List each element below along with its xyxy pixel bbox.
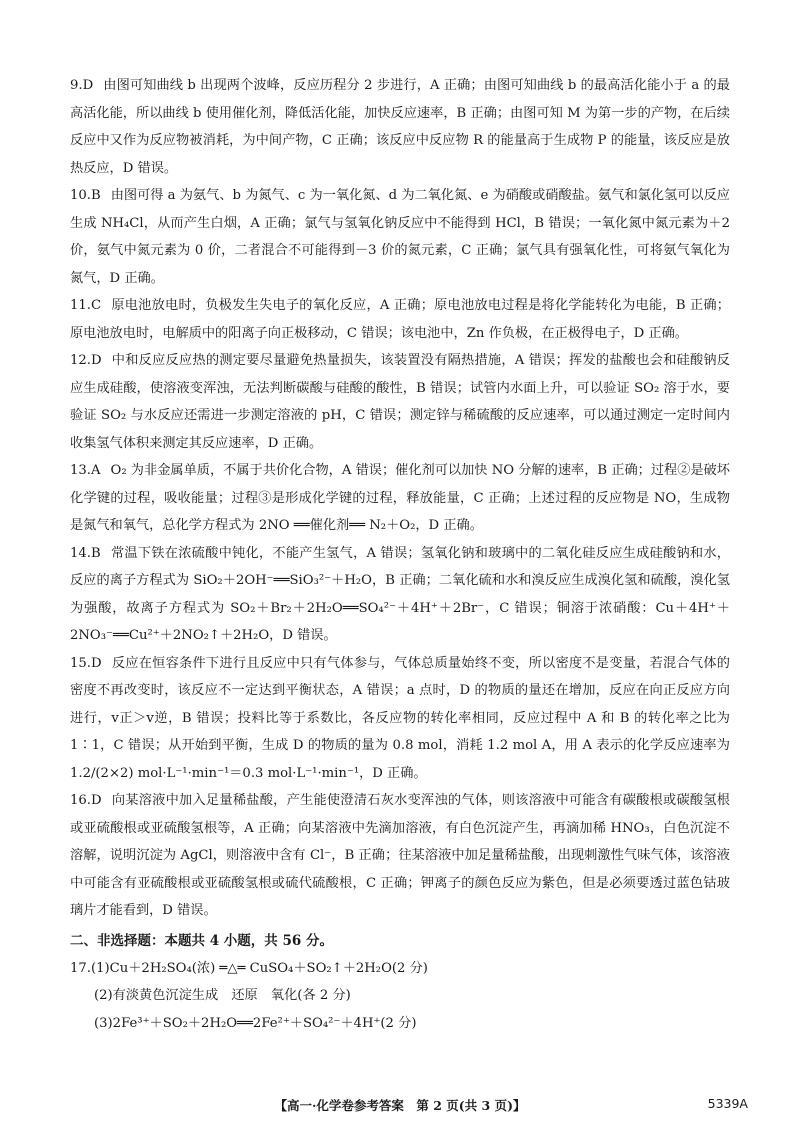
document-code: 5339A	[707, 1096, 748, 1111]
answer-item-11	[70, 292, 730, 347]
item-number: 17.	[70, 960, 91, 976]
item-answer: A	[90, 463, 101, 478]
item-explanation: 中和反应反应热的测定要尽量避免热量损失，该装置没有隔热措施，A 错误；挥发的盐酸也会和硅酸钠反应生成硅酸，使溶液变浑浊，无法判断碳酸与硅酸的酸性，B 错误；试管内水面上升，可以验证 SO₂ 溶于水，要验证 SO₂ 与水反应还需进一步测定溶液的 pH，C 错误；测定锌与稀硫酸的反应速率，可以通过测定一定时间内收集氢气体积来测定其反应速率，D 正确。	[70, 353, 730, 451]
answer-item-16	[70, 787, 730, 925]
item-number: 14.	[70, 545, 91, 561]
item-answer: D	[82, 78, 94, 93]
answer-item-13	[70, 457, 730, 540]
item-explanation: 原电池放电时，负极发生失电子的氧化反应，A 正确；原电池放电过程是将化学能转化为电能，B 正确；原电池放电时，电解质中的阳离子向正极移动，C 错误；该电池中，Zn 作负极，在正极得电子，D 正确。	[70, 298, 730, 341]
item-number: 12.	[70, 353, 91, 368]
item-answer: C	[90, 298, 102, 313]
section-title: 二、非选择题：本题共 4 小题，共 56 分。	[70, 932, 333, 949]
page-footer: 【高一·化学卷参考答案 第 2 页(共 3 页)】	[274, 1098, 526, 1113]
answer-item-14	[70, 540, 730, 650]
item-explanation: O₂ 为非金属单质，不属于共价化合物，A 错误；催化剂可以加快 NO 分解的速率，B 正确；过程②是破坏化学键的过程，吸收能量；过程③是形成化学键的过程，释放能量，C 正确；上述过程的反应物是 NO，生成物是氮气和氧气，总化学方程式为 2NO ══催化剂══ N₂＋O₂，D 正确。	[70, 463, 730, 533]
item-number: 9.	[70, 78, 83, 93]
answer-page	[70, 72, 730, 1037]
item-number: 11.	[70, 298, 91, 313]
item-number: 10.	[70, 188, 91, 203]
item-answer: D	[90, 353, 102, 368]
item-explanation: 由图可得 a 为氨气、b 为氮气、c 为一氧化氮、d 为二氧化氮、e 为硝酸或硝酸盐。氨气和氯化氢可以反应生成 NH₄Cl，从而产生白烟，A 正确；氯气与氢氧化钠反应中不能得到 HCl，B 错误；一氧化氮中氮元素为＋2 价，氨气中氮元素为 0 价，二者混合不可能得到－3 价的氮元素，C 正确；氯气具有强氧化性，可将氨气氧化为氮气，D 正确。	[70, 188, 730, 286]
item-number: 13.	[70, 463, 91, 478]
answer-item-17-part-3: (3)2Fe³⁺＋SO₂＋2H₂O══2Fe²⁺＋SO₄²⁻＋4H⁺(2 分)	[94, 1015, 417, 1031]
item-answer: D	[90, 793, 102, 808]
item-number: 16.	[70, 793, 91, 808]
item-explanation: 常温下铁在浓硫酸中钝化，不能产生氢气，A 错误；氢氧化钠和玻璃中的二氧化硅反应生成硅酸钠和水，反应的离子方程式为 SiO₂＋2OH⁻══SiO₃²⁻＋H₂O，B 正确；二氧化硫和水和溴反应生成溴化氢和硫酸，溴化氢为强酸，故离子方程式为 SO₂＋Br₂＋2H₂O══SO₄²⁻＋4H⁺＋2Br⁻，C 错误；铜溶于浓硝酸：Cu＋4H⁺＋2NO₃⁻══Cu²⁺＋2NO₂↑＋2H₂O，D 错误。	[70, 545, 730, 643]
item-answer: B	[90, 545, 101, 561]
item-number: 15.	[70, 655, 91, 671]
answer-item-10	[70, 182, 730, 292]
answer-item-12	[70, 347, 730, 457]
item-explanation: (1)Cu＋2H₂SO₄(浓) ═△═ CuSO₄＋SO₂↑＋2H₂O(2 分)	[90, 960, 428, 976]
item-explanation: 向某溶液中加入足量稀盐酸，产生能使澄清石灰水变浑浊的气体，则该溶液中可能含有碳酸根或碳酸氢根或亚硫酸根或亚硫酸氢根等，A 正确；向某溶液中先滴加溶液，有白色沉淀产生，再滴加稀 HNO₃，白色沉淀不溶解，说明沉淀为 AgCl，则溶液中含有 Cl⁻，B 正确；往某溶液中加足量稀盐酸，出现刺激性气味气体，该溶液中可能含有亚硫酸根或亚硫酸氢根或硫代硫酸根，C 正确；钾离子的颜色反应为紫色，但是必须要透过蓝色钴玻璃片才能看到，D 错误。	[70, 793, 730, 918]
item-answer: B	[90, 188, 101, 203]
answer-item-17-part-1	[70, 955, 730, 983]
answer-item-9	[70, 72, 730, 182]
item-explanation: 由图可知曲线 b 出现两个波峰，反应历程分 2 步进行，A 正确；由图可知曲线 b 的最高活化能小于 a 的最高活化能，所以曲线 b 使用催化剂，降低活化能，加快反应速率，B 正确；由图可知 M 为第一步的产物，在后续反应中又作为反应物被消耗，为中间产物，C 正确；该反应中反应物 R 的能量高于生成物 P 的能量，该反应是放热反应，D 错误。	[70, 78, 730, 176]
answer-item-17-part-2: (2)有淡黄色沉淀生成 还原 氧化(各 2 分)	[94, 988, 351, 1003]
answer-item-15	[70, 650, 730, 788]
item-explanation: 反应在恒容条件下进行且反应中只有气体参与，气体总质量始终不变，所以密度不是变量，若混合气体的密度不再改变时，该反应不一定达到平衡状态，A 错误；a 点时，D 的物质的量还在增加，反应在向正反应方向进行，v正＞v逆，B 错误；投料比等于系数比，各反应物的转化率相同，反应过程中 A 和 B 的转化率之比为 1∶1，C 错误；从开始到平衡，生成 D 的物质的量为 0.8 mol，消耗 1.2 mol A，用 A 表示的化学反应速率为 1.2/(2×2) mol·L⁻¹·min⁻¹＝0.3 mol·L⁻¹·min⁻¹，D 正确。	[70, 655, 730, 781]
item-answer: D	[90, 655, 102, 671]
